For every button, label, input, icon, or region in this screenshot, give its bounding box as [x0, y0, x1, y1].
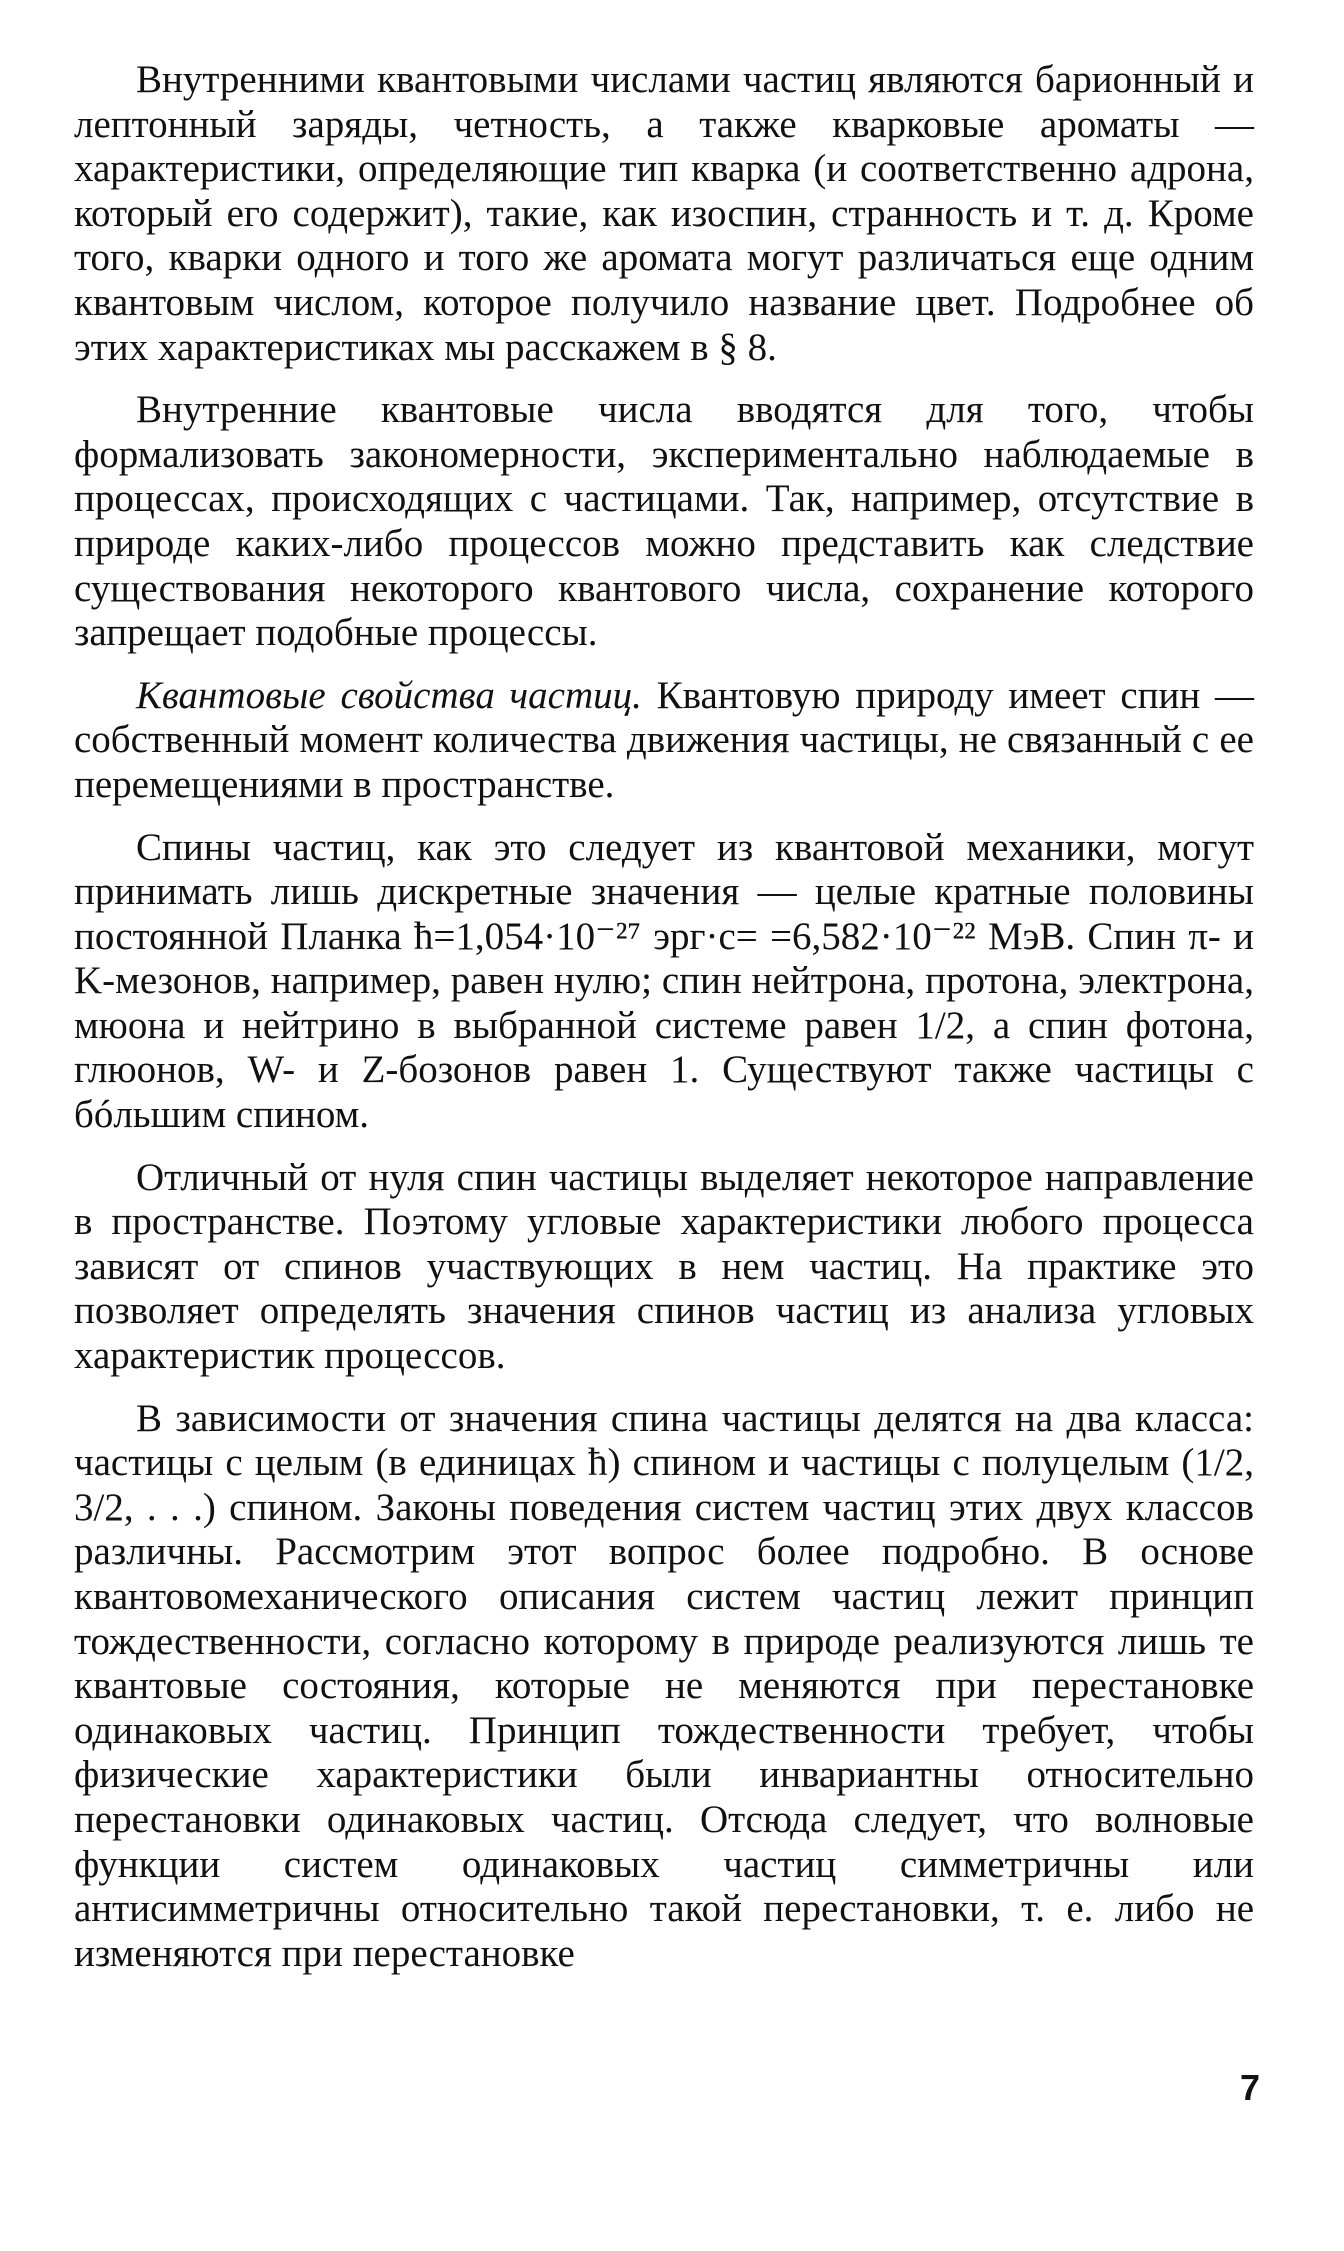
paragraph-quantum-properties-text: Квантовую природу имеет спин — собственный момент количества движения частицы, не связанный с ее перемещениями в пространстве.	[74, 673, 1254, 806]
section-run-in-heading: Квантовые свойства частиц.	[136, 673, 642, 717]
paragraph-spin-classes: В зависимости от значения спина частицы делятся на два класса: частицы с целым (в единицах ħ) спином и частицы с полуцелым (1/2, 3/2, . . .) спином. Законы поведения систем частиц этих двух классов различны. Рассмотрим этот вопрос более подробно. В основе квантовомеханического описания систем частиц лежит принцип тождественности, согласно которому в природе реализуются лишь те квантовые состояния, которые не меняются при перестановке одинаковых частиц. Принцип тождественности требует, чтобы физические характеристики были инвариантны относительно перестановки одинаковых частиц. Отсюда следует, что волновые функции систем одинаковых частиц симметричны или антисимметричны относительно такой перестановки, т. е. либо не изменяются при перестановке	[74, 1396, 1254, 1975]
paragraph-quantum-properties	[74, 674, 1254, 808]
paragraph-conservation-laws: Внутренние квантовые числа вводятся для того, чтобы формализовать закономерности, экспериментально наблюдаемые в процессах, происходящих с частицами. Так, например, отсутствие в природе каких-либо процессов можно представить как следствие существования некоторого квантового числа, сохранение которого запрещает подобные процессы.	[74, 388, 1254, 655]
page-body	[74, 58, 1254, 1994]
paragraph-spin-direction: Отличный от нуля спин частицы выделяет некоторое направление в пространстве. Поэтому угловые характеристики любого процесса зависят от спинов участвующих в нем частиц. На практике это позволяет определять значения спинов частиц из анализа угловых характеристик процессов.	[74, 1155, 1254, 1378]
page-number: 7	[1239, 2067, 1260, 2108]
paragraph-internal-quantum-numbers: Внутренними квантовыми числами частиц являются барионный и лептонный заряды, четность, а также кварковые ароматы — характеристики, определяющие тип кварка (и соответственно адрона, который его содержит), такие, как изоспин, странность и т. д. Кроме того, кварки одного и того же аромата могут различаться еще одним квантовым числом, которое получило название цвет. Подробнее об этих характеристиках мы расскажем в § 8.	[74, 58, 1254, 369]
paragraph-spin-values: Спины частиц, как это следует из квантовой механики, могут принимать лишь дискретные значения — целые кратные половины постоянной Планка ħ=1,054·10⁻²⁷ эрг·с= =6,582·10⁻²² МэВ. Спин π- и K-мезонов, например, равен нулю; спин нейтрона, протона, электрона, мюона и нейтрино в выбранной системе равен 1/2, а спин фотона, глюонов, W- и Z-бозонов равен 1. Существуют также частицы с бóльшим спином.	[74, 825, 1254, 1137]
